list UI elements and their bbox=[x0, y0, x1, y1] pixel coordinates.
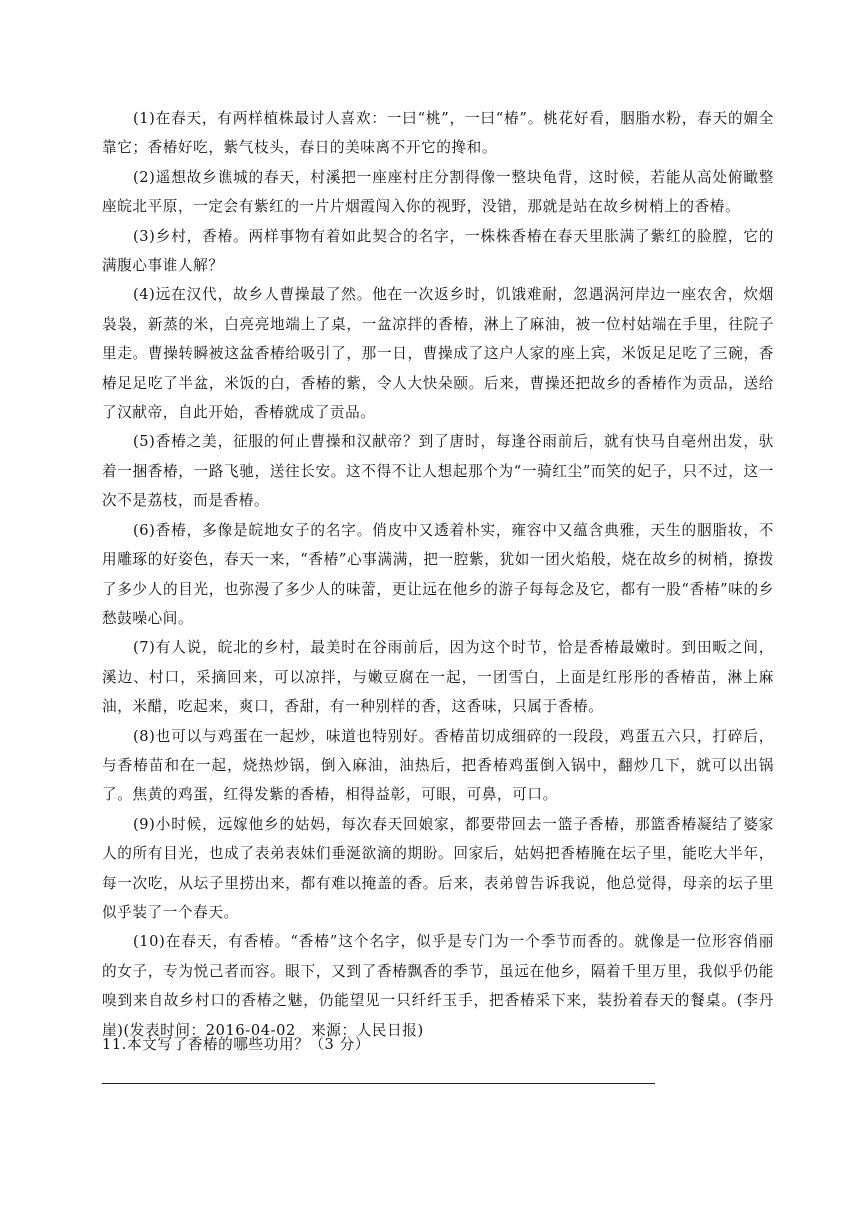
paragraph-10: (10)在春天，有香椿。“香椿”这个名字，似乎是专门为一个季节而香的。就像是一位形容俏丽的女子，专为悦己者而容。眼下，又到了香椿飘香的季节，虽远在他乡，隔着千里万里，我似乎仍能嗅到来自故乡村口的香椿之魅，仍能望见一只纤纤玉手，把香椿采下来，装扮着春天的餐桌。(李丹崖)(发表时间：2016-04-02 来源：人民日报) bbox=[102, 933, 774, 1039]
paragraph-1: (1)在春天，有两样植株最讨人喜欢：一曰“桃”，一曰“椿”。桃花好看，胭脂水粉，春天的媚全靠它；香椿好吃，紫气枝头，春日的美味离不开它的搀和。 bbox=[102, 110, 774, 157]
paragraph-6: (6)香椿，多像是皖地女子的名字。俏皮中又透着朴实，雍容中又蕴含典雅，天生的胭脂妆，不用雕琢的好姿色，春天一来，“香椿”心事满满，把一腔紫，犹如一团火焰般，烧在故乡的树梢，撩拨了多少人的目光，也弥漫了多少人的味蕾，更让远在他乡的游子每每念及它，都有一股“香椿”味的乡愁鼓噪心间。 bbox=[102, 521, 774, 627]
paragraph-2: (2)遥想故乡谯城的春天，村溪把一座座村庄分割得像一整块龟背，这时候，若能从高处俯瞰整座皖北平原，一定会有紫红的一片片烟霞闯入你的视野，没错，那就是站在故乡树梢上的香椿。 bbox=[102, 168, 774, 216]
article-body bbox=[102, 104, 774, 1045]
paragraph-9: (9)小时候，远嫁他乡的姑妈，每次春天回娘家，都要带回去一篮子香椿，那篮香椿凝结了婆家人的所有目光，也成了表弟表妹们垂涎欲滴的期盼。回家后，姑妈把香椿腌在坛子里，能吃大半年，每一次吃，从坛子里捞出来，都有难以掩盖的香。后来，表弟曾告诉我说，他总觉得，母亲的坛子里似乎装了一个春天。 bbox=[102, 815, 774, 921]
answer-line[interactable] bbox=[102, 1083, 655, 1084]
paragraph-3: (3)乡村，香椿。两样事物有着如此契合的名字，一株株香椿在春天里胀满了紫红的脸膛，它的满腹心事谁人解？ bbox=[102, 227, 774, 275]
paragraph-5: (5)香椿之美，征服的何止曹操和汉献帝？到了唐时，每逢谷雨前后，就有快马自亳州出发，驮着一捆香椿，一路飞驰，送往长安。这不得不让人想起那个为“一骑红尘”而笑的妃子，只不过，这一次不是荔枝，而是香椿。 bbox=[102, 433, 774, 510]
paragraph-4: (4)远在汉代，故乡人曹操最了然。他在一次返乡时，饥饿难耐，忽遇涡河岸边一座农舍，炊烟袅袅，新蒸的米，白亮亮地端上了桌，一盆凉拌的香椿，淋上了麻油，被一位村姑端在手里，往院子里走。曹操转瞬被这盆香椿给吸引了，那一日，曹操成了这户人家的座上宾，米饭足足吃了三碗，香椿足足吃了半盆，米饭的白，香椿的紫，令人大快朵颐。后来，曹操还把故乡的香椿作为贡品，送给了汉献帝，自此开始，香椿就成了贡品。 bbox=[102, 286, 774, 422]
question-11: 11.本文写了香椿的哪些功用？（3 分） bbox=[102, 1036, 371, 1053]
paragraph-8: (8)也可以与鸡蛋在一起炒，味道也特别好。香椿苗切成细碎的一段段，鸡蛋五六只，打碎后，与香椿苗和在一起，烧热炒锅，倒入麻油，油热后，把香椿鸡蛋倒入锅中，翻炒几下，就可以出锅了。焦黄的鸡蛋，红得发紫的香椿，相得益彰，可眼，可鼻，可口。 bbox=[102, 727, 774, 804]
paragraph-7: (7)有人说，皖北的乡村，最美时在谷雨前后，因为这个时节，恰是香椿最嫩时。到田畈之间，溪边、村口，采摘回来，可以凉拌，与嫩豆腐在一起，一团雪白，上面是红彤彤的香椿苗，淋上麻油，米醋，吃起来，爽口，香甜，有一种别样的香，这香味，只属于香椿。 bbox=[102, 639, 774, 716]
